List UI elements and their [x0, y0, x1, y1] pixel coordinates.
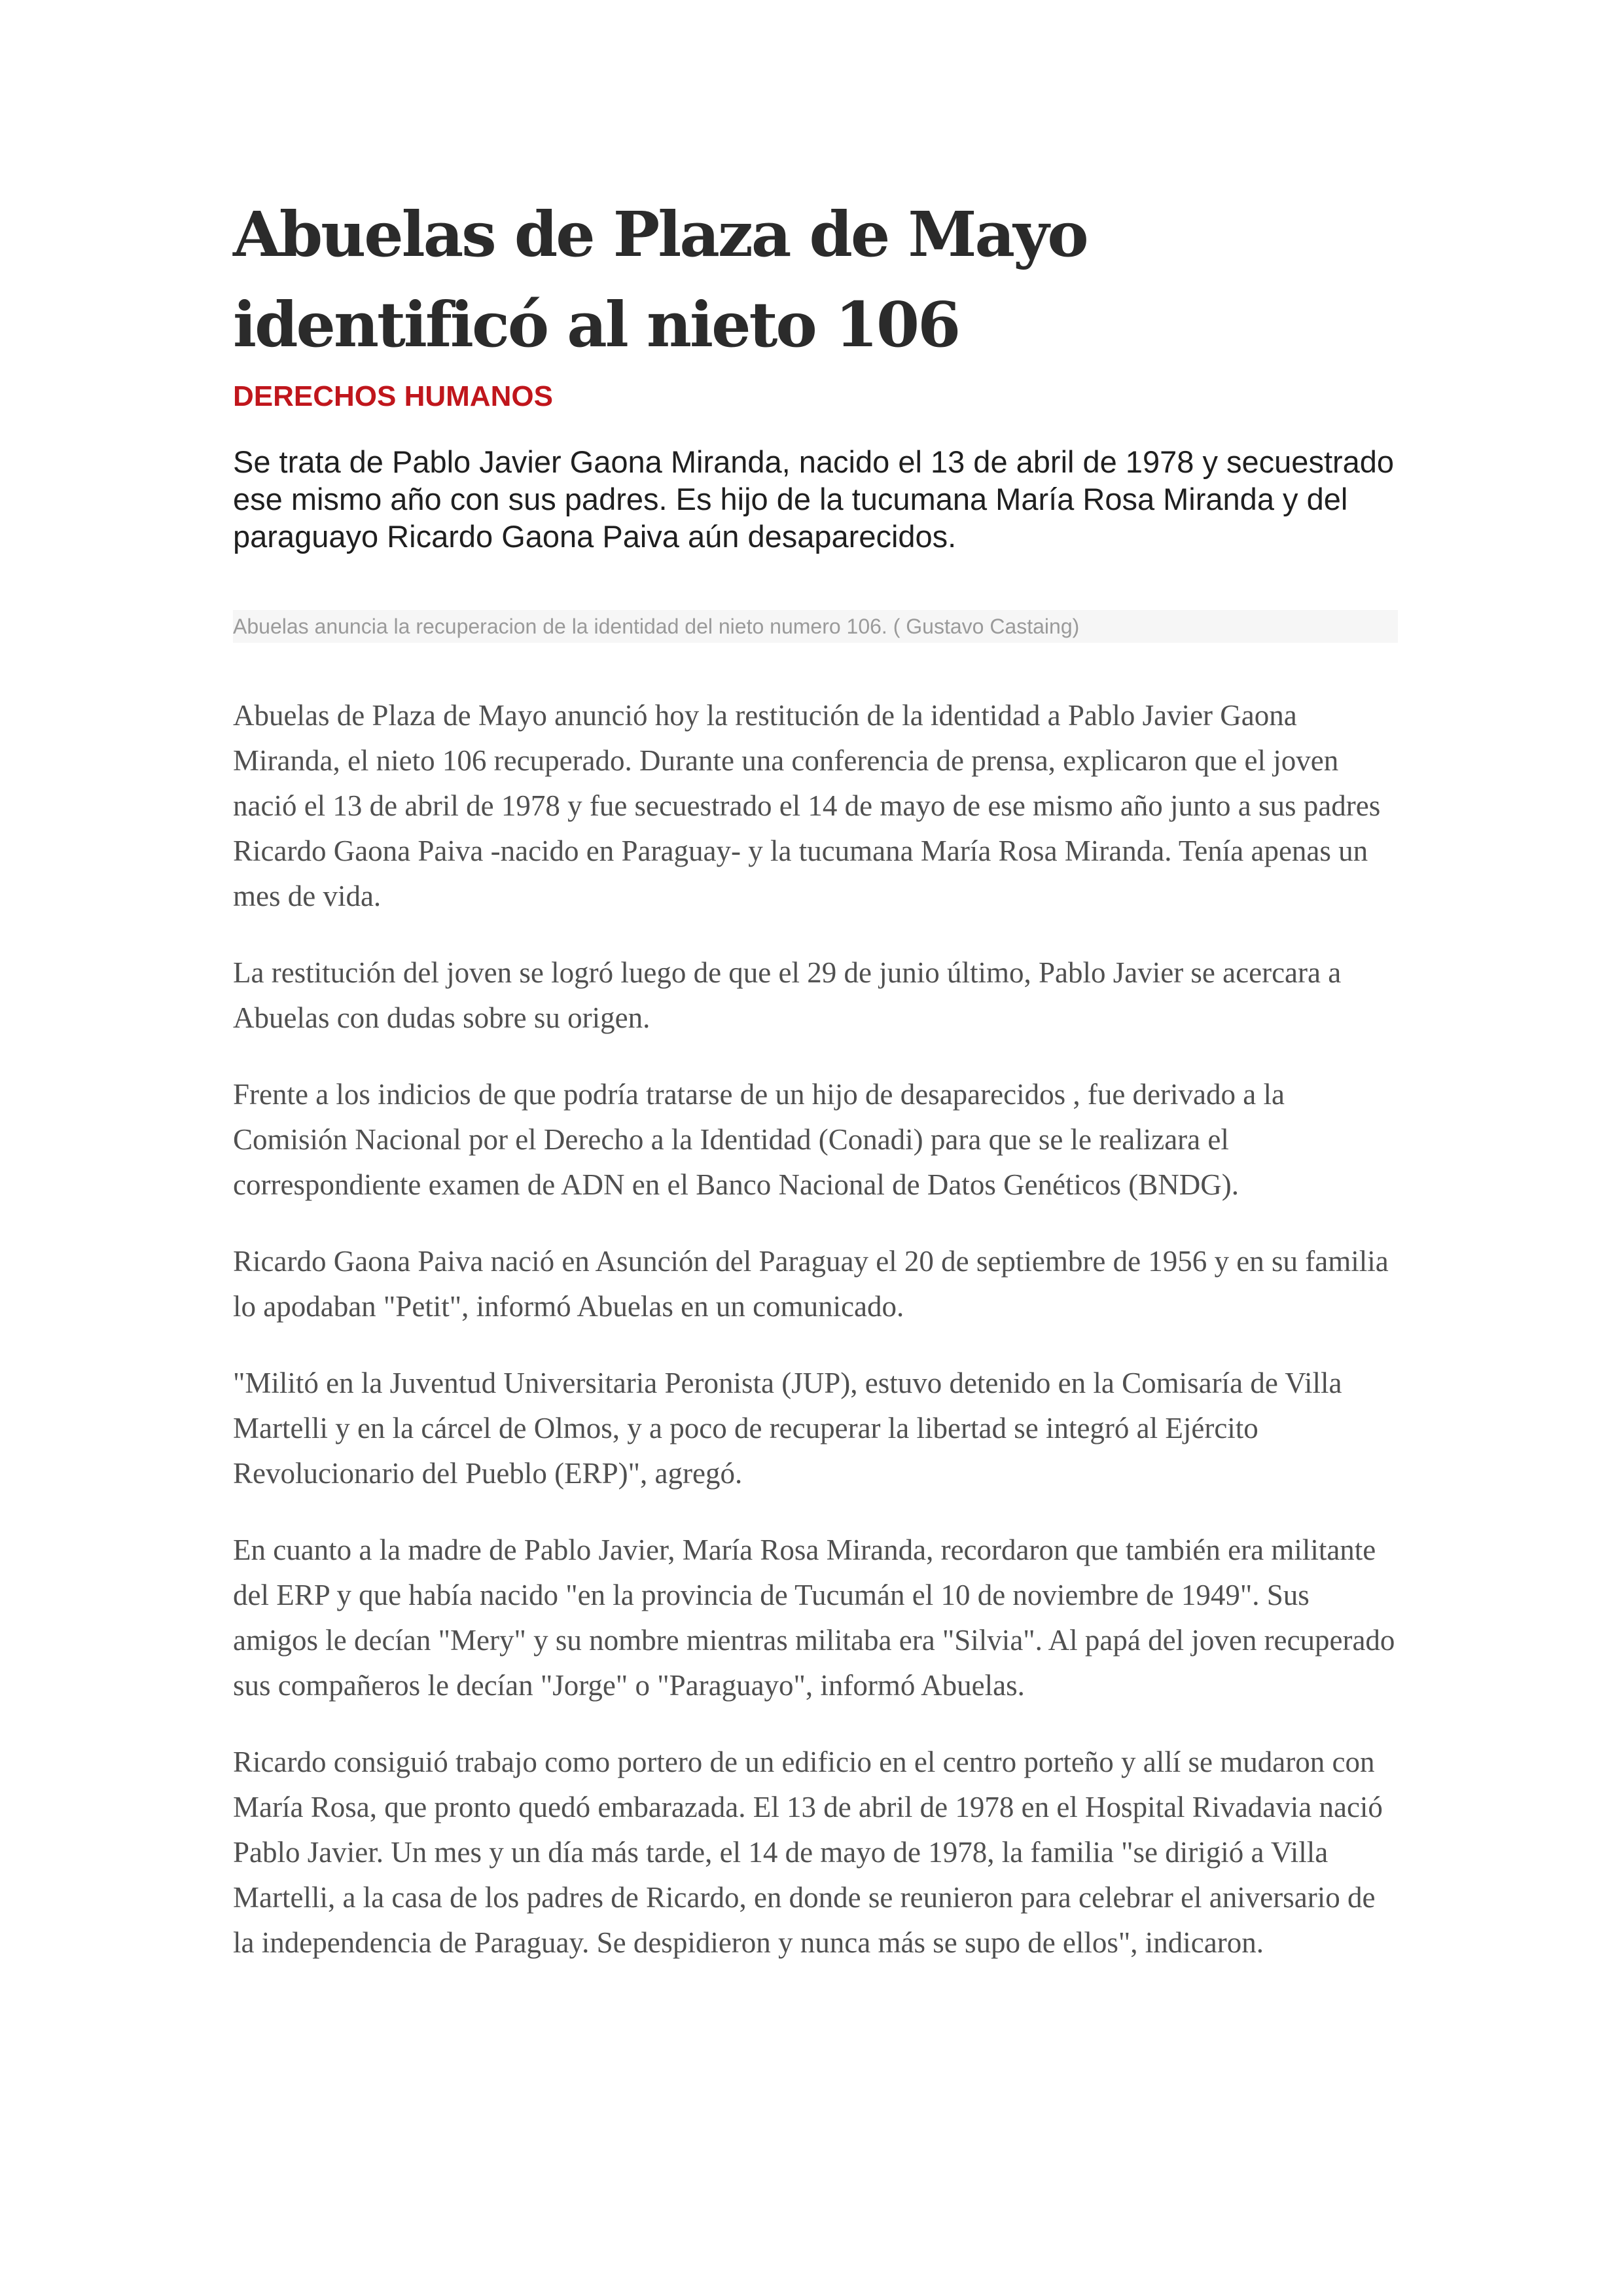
- body-paragraph: Ricardo consiguió trabajo como portero de un edificio en el centro porteño y allí se mudaron con María Rosa, que pronto quedó embarazada. El 13 de abril de 1978 en el Hospital Rivadavia nació Pablo Javier. Un mes y un día más tarde, el 14 de mayo de 1978, la familia "se dirigió a Villa Martelli, a la casa de los padres de Ricardo, en donde se reunieron para celebrar el aniversario de la independencia de Paraguay. Se despidieron y nunca más se supo de ellos", indicaron.: [233, 1746, 1383, 1959]
- body-paragraph: Ricardo Gaona Paiva nació en Asunción del Paraguay el 20 de septiembre de 1956 y en su familia lo apodaban "Petit", informó Abuelas en un comunicado.: [233, 1245, 1389, 1323]
- photo-caption: Abuelas anuncia la recuperacion de la identidad del nieto numero 106. ( Gustavo Castaing): [233, 610, 1398, 643]
- article-body: [233, 693, 1398, 1997]
- article-summary: Se trata de Pablo Javier Gaona Miranda, nacido el 13 de abril de 1978 y secuestrado ese mismo año con sus padres. Es hijo de la tucumana María Rosa Miranda y del paraguayo Ricardo Gaona Paiva aún desaparecidos.: [233, 444, 1395, 554]
- body-paragraph: Abuelas de Plaza de Mayo anunció hoy la restitución de la identidad a Pablo Javier Gaona Miranda, el nieto 106 recuperado. Durante una conferencia de prensa, explicaron que el joven nació el 13 de abril de 1978 y fue secuestrado el 14 de mayo de ese mismo año junto a sus padres Ricardo Gaona Paiva -nacido en Paraguay- y la tucumana María Rosa Miranda. Tenía apenas un mes de vida.: [233, 699, 1381, 912]
- body-paragraph: La restitución del joven se logró luego de que el 29 de junio último, Pablo Javier se acercara a Abuelas con dudas sobre su origen.: [233, 956, 1342, 1034]
- article-headline: Abuelas de Plaza de Mayo identificó al nieto 106: [233, 198, 1087, 361]
- section-label: DERECHOS HUMANOS: [233, 380, 553, 412]
- body-paragraph: En cuanto a la madre de Pablo Javier, María Rosa Miranda, recordaron que también era militante del ERP y que había nacido "en la provincia de Tucumán el 10 de noviembre de 1949". Sus amigos le decían "Mery" y su nombre mientras militaba era "Silvia". Al papá del joven recuperado sus compañeros le decían "Jorge" o "Paraguayo", informó Abuelas.: [233, 1534, 1395, 1702]
- body-paragraph: "Militó en la Juventud Universitaria Peronista (JUP), estuvo detenido en la Comisaría de Villa Martelli y en la cárcel de Olmos, y a poco de recuperar la libertad se integró al Ejército Revolucionario del Pueblo (ERP)", agregó.: [233, 1367, 1342, 1490]
- body-paragraph: Frente a los indicios de que podría tratarse de un hijo de desaparecidos , fue derivado a la Comisión Nacional por el Derecho a la Identidad (Conadi) para que se le realizara el correspondiente examen de ADN en el Banco Nacional de Datos Genéticos (BNDG).: [233, 1078, 1285, 1201]
